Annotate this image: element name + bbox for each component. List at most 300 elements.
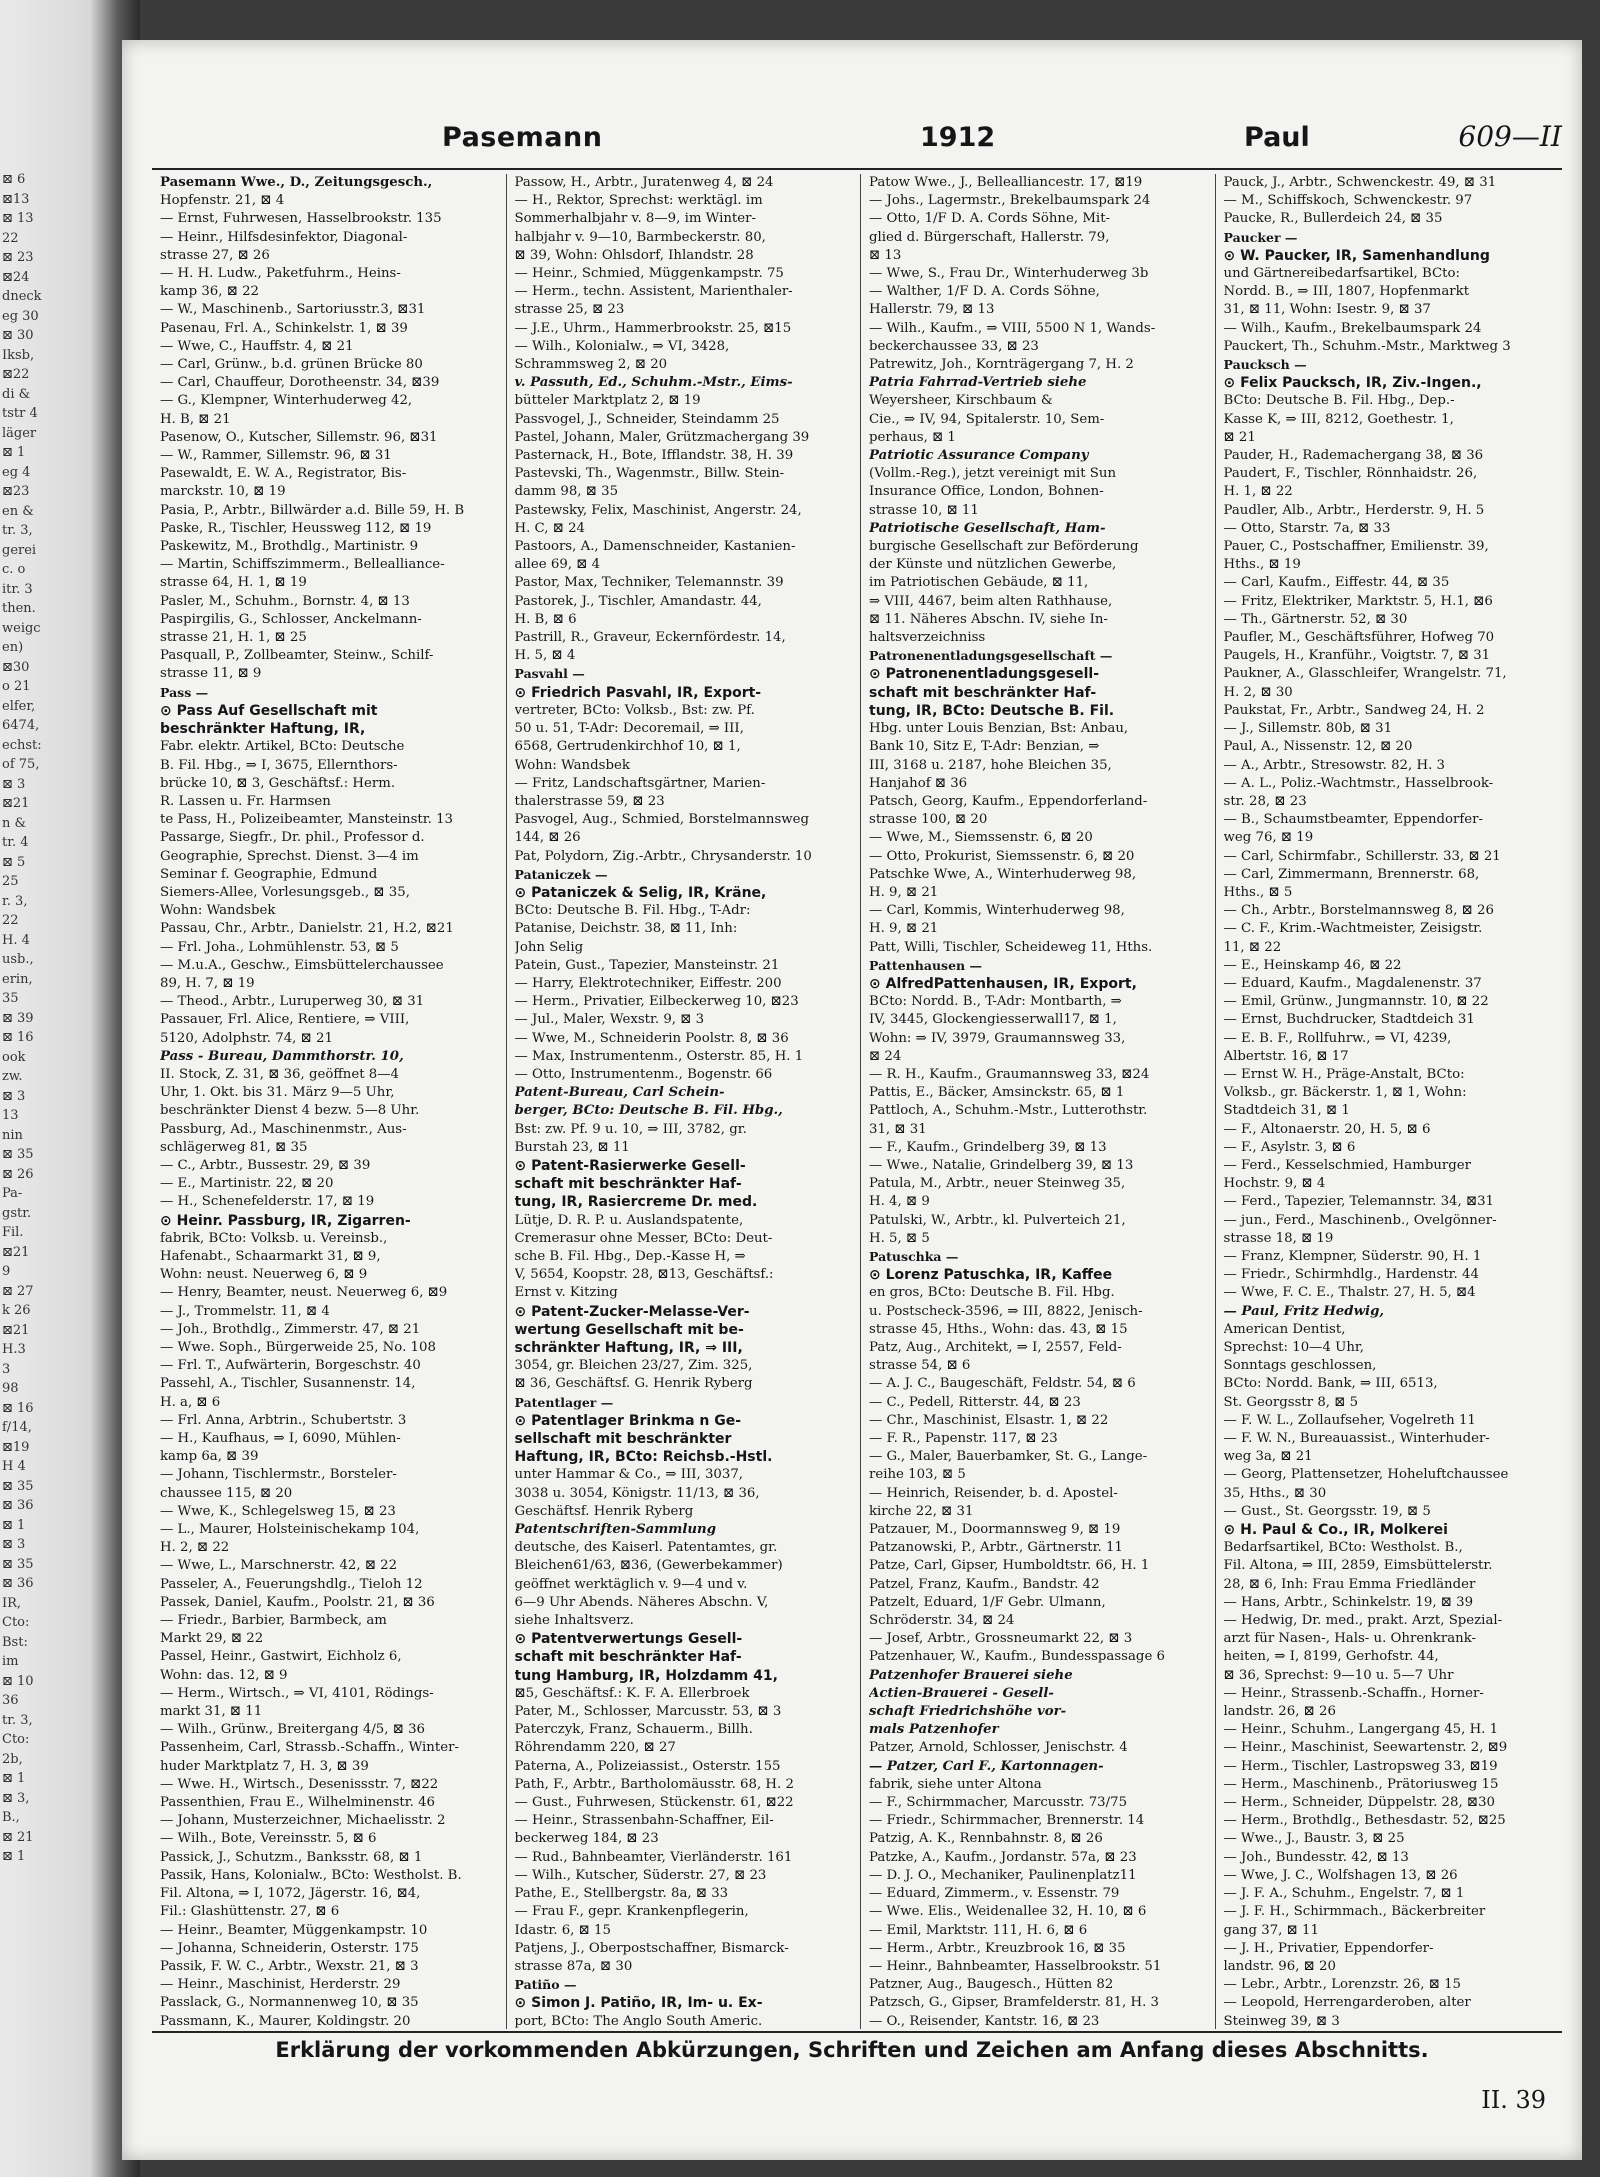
directory-entry: Patt, Willi, Tischler, Scheideweg 11, Hths. <box>869 939 1153 955</box>
directory-entry: gang 37, ⊠ 11 <box>1223 1922 1319 1938</box>
directory-entry: Hths., ⊠ 5 <box>1223 884 1293 900</box>
directory-entry: — Th., Gärtnerstr. 52, ⊠ 30 <box>1223 611 1408 627</box>
directory-entry: ⊙ Simon J. Patiño, IR, Im- u. Ex- <box>514 1995 763 2012</box>
edge-fragment: 9 <box>2 1264 11 1279</box>
directory-entry: — Gust., Fuhrwesen, Stückenstr. 61, ⊠22 <box>514 1795 794 1811</box>
directory-entry: — Johann, Musterzeichner, Michaelisstr. 2 <box>160 1813 446 1829</box>
directory-entry: deutsche, des Kaiserl. Patentamtes, gr. <box>514 1540 778 1556</box>
directory-entry: ⊙ Lorenz Patuschka, IR, Kaffee <box>869 1267 1113 1284</box>
directory-entry: — Heinr., Hilfsdesinfektor, Diagonal- <box>160 229 408 245</box>
directory-entry: — Hedwig, Dr. med., prakt. Arzt, Spezial- <box>1223 1613 1503 1629</box>
directory-entry: schränkter Haftung, IR, ⇒ III, <box>514 1340 743 1356</box>
directory-entry: thalerstrasse 59, ⊠ 23 <box>514 793 665 809</box>
directory-entry: Passmann, K., Maurer, Koldingstr. 20 <box>160 2013 411 2029</box>
directory-entry: Fabr. elektr. Artikel, BCto: Deutsche <box>160 739 405 755</box>
directory-entry: Haftung, IR, BCto: Reichsb.-Hstl. <box>514 1449 773 1466</box>
directory-entry: reihe 103, ⊠ 5 <box>869 1467 966 1483</box>
directory-entry: ⊠ 13 <box>869 247 902 263</box>
edge-fragment: H.3 <box>2 1342 26 1357</box>
directory-entry: — J., Trommelstr. 11, ⊠ 4 <box>160 1303 330 1319</box>
directory-entry: strasse 18, ⊠ 19 <box>1223 1230 1334 1246</box>
directory-entry: Pattenhausen — <box>869 957 982 973</box>
directory-entry: 28, ⊠ 6, Inh: Frau Emma Friedländer <box>1223 1576 1476 1592</box>
directory-entry: H. 9, ⊠ 21 <box>869 921 939 937</box>
abbreviation-note: Erklärung der vorkommenden Abkürzungen, Schriften und Zeichen am Anfang dieses Abschnitts. <box>275 2038 1429 2062</box>
directory-entry: Hochstr. 9, ⊠ 4 <box>1223 1176 1326 1192</box>
edge-fragment: ⊠ 39 <box>2 1010 34 1026</box>
directory-entry: ⊙ Friedrich Pasvahl, IR, Export- <box>514 684 762 701</box>
directory-entry: — Wilh., Kolonialw., ⇒ VI, 3428, <box>514 338 730 354</box>
directory-entry: Paugels, H., Kranführ., Voigtstr. 7, ⊠ 31 <box>1223 648 1491 664</box>
directory-entry: halbjahr v. 9—10, Barmbeckerstr. 80, <box>514 229 766 245</box>
directory-entry: Passel, Heinr., Gastwirt, Eichholz 6, <box>160 1649 402 1665</box>
directory-entry: — M., Schiffskoch, Schwenckestr. 97 <box>1223 193 1473 209</box>
directory-entry: — Wwe., Natalie, Grindelberg 39, ⊠ 13 <box>869 1157 1134 1173</box>
edge-fragment: ⊠ 1 <box>2 1771 26 1786</box>
edge-fragment: en & <box>2 503 34 519</box>
directory-entry: strasse 11, ⊠ 9 <box>160 666 262 682</box>
directory-entry: Passenheim, Carl, Strassb.-Schaffn., Winter- <box>160 1740 459 1756</box>
directory-entry: Wohn: das. 12, ⊠ 9 <box>160 1667 288 1683</box>
directory-entry: Patschke Wwe, A., Winterhuderweg 98, <box>869 866 1137 882</box>
directory-entry: strasse 21, H. 1, ⊠ 25 <box>160 630 307 646</box>
directory-entry: — C. F., Krim.-Wachtmeister, Zeisigstr. <box>1223 921 1483 937</box>
edge-fragment: 2b, <box>2 1751 23 1767</box>
directory-entry: berger, BCto: Deutsche B. Fil. Hbg., <box>514 1103 783 1119</box>
edge-fragment: ⊠ 1 <box>2 1517 26 1533</box>
edge-fragment: läger <box>2 425 37 441</box>
directory-entry: Geschäftsf. Henrik Ryberg <box>514 1503 694 1519</box>
directory-entry: — Wwe, F. C. E., Thalstr. 27, H. 5, ⊠4 <box>1223 1285 1476 1301</box>
directory-entry: St. Georgsstr 8, ⊠ 5 <box>1223 1394 1359 1410</box>
directory-entry: — Fritz, Landschaftsgärtner, Marien- <box>514 775 766 791</box>
directory-entry: und Gärtnereibedarfsartikel, BCto: <box>1223 266 1460 282</box>
directory-entry: Pastel, Johann, Maler, Grützmachergang 39 <box>514 429 810 445</box>
directory-entry: — Friedr., Barbier, Barmbeck, am <box>160 1613 387 1629</box>
directory-entry: Passik, Hans, Kolonialw., BCto: Westholst. B. <box>160 1867 462 1883</box>
directory-entry: — F., Schirmmacher, Marcusstr. 73/75 <box>869 1795 1128 1811</box>
directory-entry: — Paul, Fritz Hedwig, <box>1223 1303 1384 1319</box>
directory-entry: — Harry, Elektrotechniker, Eiffestr. 200 <box>514 975 782 991</box>
directory-entry: Wohn: Wandsbek <box>160 903 276 919</box>
directory-entry: — Frl. Anna, Arbtrin., Schubertstr. 3 <box>160 1412 407 1428</box>
directory-entry: H. 2, ⊠ 30 <box>1223 684 1293 700</box>
directory-entry: — Herm., Tischler, Lastropsweg 33, ⊠19 <box>1223 1758 1498 1774</box>
sheet-number: II. 39 <box>1481 2086 1546 2114</box>
directory-entry: beschränkter Dienst 4 bezw. 5—8 Uhr. <box>160 1103 420 1119</box>
directory-entry: Ernst v. Kitzing <box>514 1285 618 1301</box>
directory-entry: — Carl, Kommis, Winterhuderweg 98, <box>869 903 1125 919</box>
directory-entry: — Wilh., Kutscher, Süderstr. 27, ⊠ 23 <box>514 1867 767 1883</box>
footer-rule <box>152 2031 1562 2033</box>
directory-entry: American Dentist, <box>1223 1321 1346 1337</box>
directory-entry: — Ferd., Kesselschmied, Hamburger <box>1223 1157 1471 1173</box>
directory-entry: tung, IR, BCto: Deutsche B. Fil. <box>869 702 1115 719</box>
directory-entry: Pastrill, R., Graveur, Eckernfördestr. 14, <box>514 630 786 646</box>
directory-entry: — L., Maurer, Holsteinischekamp 104, <box>160 1522 420 1538</box>
directory-entry: Röhrendamm 220, ⊠ 27 <box>514 1740 676 1756</box>
directory-entry: III, 3168 u. 2187, hohe Bleichen 35, <box>869 757 1112 773</box>
directory-entry: Patanise, Deichstr. 38, ⊠ 11, Inh: <box>514 921 738 937</box>
edge-fragment: nin <box>2 1127 23 1143</box>
directory-entry: Pataniczek — <box>514 866 608 882</box>
edge-fragment: gerei <box>2 542 37 558</box>
edge-fragment: ⊠21 <box>2 796 30 811</box>
edge-fragment: ⊠ 16 <box>2 1030 34 1045</box>
edge-fragment: ⊠23 <box>2 484 30 499</box>
directory-entry: arzt für Nasen-, Hals- u. Ohrenkrank- <box>1223 1631 1477 1647</box>
directory-entry: ⊙ Patentverwertungs Gesell- <box>514 1631 743 1648</box>
directory-entry: — Heinr., Schmied, Müggenkampstr. 75 <box>514 266 784 282</box>
edge-fragment: Iksb, <box>2 347 35 363</box>
column-1 <box>152 174 507 2029</box>
directory-entry: ⊠5, Geschäftsf.: K. F. A. Ellerbroek <box>514 1685 750 1701</box>
edge-fragment: n & <box>2 815 27 831</box>
directory-entry: Pastorek, J., Tischler, Amandastr. 44, <box>514 593 762 609</box>
directory-entry: — Otto, Instrumentenm., Bogenstr. 66 <box>514 1066 773 1082</box>
edge-fragment: o 21 <box>2 679 31 694</box>
directory-entry: — Otto, 1/F D. A. Cords Söhne, Mit- <box>869 211 1111 227</box>
directory-entry: tung Hamburg, IR, Holzdamm 41, <box>514 1667 778 1684</box>
edge-fragment: tstr 4 <box>2 406 38 421</box>
directory-entry: — H., Kaufhaus, ⇒ I, 6090, Mühlen- <box>160 1431 401 1447</box>
directory-entry: BCto: Deutsche B. Fil. Hbg., T-Adr: <box>514 903 751 919</box>
directory-entry: Paukner, A., Glasschleifer, Wrangelstr. 71, <box>1223 666 1507 682</box>
directory-entry: — Ferd., Tapezier, Telemannstr. 34, ⊠31 <box>1223 1194 1495 1210</box>
edge-fragment: r. 3, <box>2 893 28 909</box>
directory-entry: ⊙ W. Paucker, IR, Samenhandlung <box>1223 247 1490 264</box>
directory-entry: — Wilh., Kaufm., ⇒ VIII, 5500 N 1, Wands- <box>869 320 1156 336</box>
directory-entry: Patulski, W., Arbtr., kl. Pulverteich 21, <box>869 1212 1126 1228</box>
directory-entry: Patentlager — <box>514 1394 614 1410</box>
directory-entry: H. C, ⊠ 24 <box>514 520 585 536</box>
directory-entry: — Franz, Klempner, Süderstr. 90, H. 1 <box>1223 1248 1482 1264</box>
edge-fragment: ⊠ 3, <box>2 1790 30 1806</box>
column-2 <box>507 174 862 2029</box>
directory-entry: — Wwe. Elis., Weidenallee 32, H. 10, ⊠ 6 <box>869 1904 1147 1920</box>
directory-entry: Path, F., Arbtr., Bartholomäusstr. 68, H. 2 <box>514 1776 794 1792</box>
directory-entry: — Rud., Bahnbeamter, Vierländerstr. 161 <box>514 1849 793 1865</box>
directory-entry: weg 3a, ⊠ 21 <box>1223 1449 1313 1465</box>
directory-entry: Sprechst: 10—4 Uhr, <box>1223 1340 1365 1355</box>
directory-entry: — Georg, Plattensetzer, Hoheluftchaussee <box>1223 1467 1509 1483</box>
directory-entry: Pass - Bureau, Dammthorstr. 10, <box>160 1048 404 1064</box>
directory-entry: IV, 3445, Glockengiesserwall17, ⊠ 1, <box>869 1012 1117 1028</box>
directory-entry: B. Fil. Hbg., ⇒ I, 3675, Ellernthors- <box>160 757 398 773</box>
directory-entry: Bedarfsartikel, BCto: Westholst. B., <box>1223 1540 1463 1556</box>
directory-entry: haltsverzeichniss <box>869 630 986 646</box>
directory-entry: Cie., ⇒ IV, 94, Spitalerstr. 10, Sem- <box>869 411 1105 427</box>
directory-entry: — Herm., Maschinenb., Prätoriusweg 15 <box>1223 1776 1499 1792</box>
directory-entry: v. Passuth, Ed., Schuhm.-Mstr., Eims- <box>514 375 793 391</box>
directory-entry: — Lebr., Arbtr., Lorenzstr. 26, ⊠ 15 <box>1223 1977 1462 1993</box>
directory-entry: — Fritz, Elektriker, Marktstr. 5, H.1, ⊠6 <box>1223 593 1493 609</box>
directory-entry: sche B. Fil. Hbg., Dep.-Kasse H, ⇒ <box>514 1248 746 1264</box>
directory-entry: fabrik, BCto: Volksb. u. Vereinsb., <box>160 1230 388 1246</box>
directory-entry: vertreter, BCto: Volksb., Bst: zw. Pf. <box>514 702 755 718</box>
directory-entry: (Vollm.-Reg.), jetzt vereinigt mit Sun <box>869 466 1117 482</box>
directory-entry: Fil. Altona, ⇒ III, 2859, Eimsbüttelerstr. <box>1223 1558 1493 1574</box>
header-page-number: 609—II <box>1458 120 1562 153</box>
directory-entry: — R. H., Kaufm., Graumannsweg 33, ⊠24 <box>869 1066 1150 1082</box>
directory-entry: ⊙ Patent-Zucker-Melasse-Ver- <box>514 1303 750 1320</box>
directory-entry: Markt 29, ⊠ 22 <box>160 1631 264 1647</box>
directory-entry: — Frl. Joha., Lohmühlenstr. 53, ⊠ 5 <box>160 939 399 955</box>
directory-entry: Passenthien, Frau E., Wilhelminenstr. 46 <box>160 1795 436 1811</box>
directory-entry: — C., Pedell, Ritterstr. 44, ⊠ 23 <box>869 1394 1081 1410</box>
directory-entry: — Frl. T., Aufwärterin, Borgeschstr. 40 <box>160 1358 421 1374</box>
previous-page-edge-text <box>2 170 42 2070</box>
directory-entry: — Gust., St. Georgsstr. 19, ⊠ 5 <box>1223 1503 1431 1519</box>
directory-entry: Pauckert, Th., Schuhm.-Mstr., Marktweg 3 <box>1223 338 1511 354</box>
directory-entry: — Otto, Prokurist, Siemssenstr. 6, ⊠ 20 <box>869 848 1135 864</box>
directory-entry: — Carl, Zimmermann, Brennerstr. 68, <box>1223 866 1480 882</box>
directory-entry: Paucke, R., Bullerdeich 24, ⊠ 35 <box>1223 211 1443 227</box>
directory-entry: 144, ⊠ 26 <box>514 830 581 846</box>
directory-entry: — Eduard, Kaufm., Magdalenenstr. 37 <box>1223 975 1482 991</box>
directory-entry: Pasenau, Frl. A., Schinkelstr. 1, ⊠ 39 <box>160 320 408 336</box>
directory-entry: u. Postscheck-3596, ⇒ III, 8822, Jenisch- <box>869 1303 1143 1319</box>
directory-entry: Hanjahof ⊠ 36 <box>869 775 968 791</box>
header-first-name: Pasemann <box>442 122 603 153</box>
edge-fragment: 25 <box>2 874 19 889</box>
directory-entry: — Carl, Schirmfabr., Schillerstr. 33, ⊠ 21 <box>1223 848 1501 864</box>
directory-entry: der Künste und nützlichen Gewerbe, <box>869 557 1117 573</box>
directory-entry: Patein, Gust., Tapezier, Mansteinstr. 21 <box>514 957 780 973</box>
directory-entry: — Hans, Arbtr., Schinkelstr. 19, ⊠ 39 <box>1223 1594 1474 1610</box>
directory-entry: 6—9 Uhr Abends. Näheres Abschn. V, <box>514 1594 769 1610</box>
directory-entry: — F. W. L., Zollaufseher, Vogelreth 11 <box>1223 1412 1476 1428</box>
directory-entry: R. Lassen u. Fr. Harmsen <box>160 793 331 809</box>
directory-entry: — Heinr., Bahnbeamter, Hasselbrookstr. 51 <box>869 1958 1162 1974</box>
directory-entry: H. B, ⊠ 21 <box>160 411 231 427</box>
directory-entry: Siemers-Allee, Vorlesungsgeb., ⊠ 35, <box>160 884 410 900</box>
directory-entry: — Ernst W. H., Präge-Anstalt, BCto: <box>1223 1066 1465 1082</box>
directory-entry: tung, IR, Rasiercreme Dr. med. <box>514 1194 758 1211</box>
directory-entry: strasse 64, H. 1, ⊠ 19 <box>160 575 307 591</box>
directory-entry: Paterna, A., Polizeiassist., Osterstr. 155 <box>514 1758 781 1774</box>
directory-entry: Cremerasur ohne Messer, BCto: Deut- <box>514 1230 773 1246</box>
directory-entry: strasse 25, ⊠ 23 <box>514 302 625 318</box>
directory-entry: Burstah 23, ⊠ 11 <box>514 1139 630 1155</box>
directory-entry: Bleichen61/63, ⊠36, (Gewerbekammer) <box>514 1558 783 1574</box>
directory-entry: glied d. Bürgerschaft, Hallerstr. 79, <box>869 229 1110 245</box>
directory-entry: schlägerweg 81, ⊠ 35 <box>160 1139 308 1155</box>
directory-entry: wertung Gesellschaft mit be- <box>514 1321 744 1338</box>
directory-entry: — J. F. A., Schuhm., Engelstr. 7, ⊠ 1 <box>1223 1886 1465 1902</box>
edge-fragment: 22 <box>2 230 19 246</box>
directory-entry: Passvogel, J., Schneider, Steindamm 25 <box>514 411 780 427</box>
edge-fragment: tr. 4 <box>2 835 29 850</box>
directory-entry: Patuschka — <box>869 1248 959 1264</box>
directory-entry: Geographie, Sprechst. Dienst. 3—4 im <box>160 848 419 864</box>
directory-entry: Seminar f. Geographie, Edmund <box>160 866 378 882</box>
directory-entry: ⊙ AlfredPattenhausen, IR, Export, <box>869 975 1137 992</box>
directory-entry: 6568, Gertrudenkirchhof 10, ⊠ 1, <box>514 739 741 755</box>
edge-fragment: ⊠ 6 <box>2 172 26 187</box>
directory-entry: Patent-Bureau, Carl Schein- <box>514 1085 725 1101</box>
directory-entry: — Wilh., Grünw., Breitergang 4/5, ⊠ 36 <box>160 1722 425 1738</box>
directory-entry: landstr. 96, ⊠ 20 <box>1223 1958 1336 1974</box>
directory-entry: Fil. Altona, ⇒ I, 1072, Jägerstr. 16, ⊠4, <box>160 1886 421 1902</box>
directory-entry: perhaus, ⊠ 1 <box>869 429 956 445</box>
edge-fragment: elfer, <box>2 698 36 714</box>
directory-entry: — A. J. C., Baugeschäft, Feldstr. 54, ⊠ 6 <box>869 1376 1136 1392</box>
directory-entry: — Herm., techn. Assistent, Marienthaler- <box>514 284 793 300</box>
edge-fragment: im <box>2 1654 19 1669</box>
directory-entry: ⊠ 21 <box>1223 429 1256 445</box>
directory-entry: ⊠ 11. Näheres Abschn. IV, siehe In- <box>869 611 1108 627</box>
directory-entry: strasse 27, ⊠ 26 <box>160 247 270 263</box>
edge-fragment: itr. 3 <box>2 581 33 597</box>
directory-entry: — Heinr., Strassenb.-Schaffn., Horner- <box>1223 1685 1484 1701</box>
header-year: 1912 <box>920 122 996 153</box>
edge-fragment: eg 4 <box>2 464 31 480</box>
directory-entry: en gros, BCto: Deutsche B. Fil. Hbg. <box>869 1285 1115 1301</box>
directory-entry: burgische Gesellschaft zur Beförderung <box>869 539 1139 555</box>
directory-entry: mals Patzenhofer <box>869 1722 999 1738</box>
directory-entry: — Emil, Marktstr. 111, H. 6, ⊠ 6 <box>869 1922 1088 1938</box>
directory-entry: BCto: Deutsche B. Fil. Hbg., Dep.- <box>1223 393 1455 409</box>
edge-fragment: B., <box>2 1810 20 1825</box>
directory-entry: Patzke, A., Kaufm., Jordanstr. 57a, ⊠ 23 <box>869 1849 1137 1865</box>
directory-entry: — F., Kaufm., Grindelberg 39, ⊠ 13 <box>869 1139 1107 1155</box>
directory-entry: — A., Arbtr., Stresowstr. 82, H. 3 <box>1223 757 1445 773</box>
directory-entry: kirche 22, ⊠ 31 <box>869 1503 974 1519</box>
directory-entry: Uhr, 1. Okt. bis 31. März 9—5 Uhr, <box>160 1085 395 1101</box>
header-rule <box>152 168 1562 170</box>
directory-entry: — Friedr., Schirmmacher, Brennerstr. 14 <box>869 1813 1145 1829</box>
directory-entry: Passauer, Frl. Alice, Rentiere, ⇒ VIII, <box>160 1012 410 1028</box>
running-header <box>152 118 1562 162</box>
directory-entry: marckstr. 10, ⊠ 19 <box>160 484 286 500</box>
directory-entry: schaft Friedrichshöhe vor- <box>869 1704 1067 1720</box>
directory-entry: — O., Reisender, Kantstr. 16, ⊠ 23 <box>869 2013 1100 2029</box>
directory-entry: heiten, ⇒ I, 8199, Gerhofstr. 44, <box>1223 1649 1439 1665</box>
directory-entry: unter Hammar & Co., ⇒ III, 3037, <box>514 1467 744 1483</box>
directory-entry: Paspirgilis, G., Schlosser, Anckelmann- <box>160 611 422 627</box>
directory-entry: — F., Asylstr. 3, ⊠ 6 <box>1223 1139 1356 1155</box>
header-last-name: Paul <box>1244 122 1310 153</box>
directory-entry: — Wilh., Bote, Vereinsstr. 5, ⊠ 6 <box>160 1831 377 1847</box>
edge-fragment: usb., <box>2 952 34 967</box>
directory-entry: — Martin, Schiffszimmerm., Bellealliance- <box>160 557 445 573</box>
directory-entry: H. 5, ⊠ 5 <box>869 1230 930 1246</box>
directory-entry: — Otto, Starstr. 7a, ⊠ 33 <box>1223 520 1391 536</box>
directory-entry: Weyersheer, Kirschbaum & <box>869 393 1053 409</box>
directory-entry: — Joh., Brothdlg., Zimmerstr. 47, ⊠ 21 <box>160 1321 421 1337</box>
edge-fragment: ⊠22 <box>2 367 30 382</box>
directory-entry: — H., Rektor, Sprechst: werktägl. im <box>514 193 763 209</box>
directory-entry: II. Stock, Z. 31, ⊠ 36, geöffnet 8—4 <box>160 1066 399 1082</box>
directory-entry: Pasvahl — <box>514 666 585 682</box>
directory-entry: — J. F. H., Schirmmach., Bäckerbreiter <box>1223 1904 1486 1920</box>
directory-entry: — Wwe, M., Schneiderin Poolstr. 8, ⊠ 36 <box>514 1030 789 1046</box>
edge-fragment: dneck <box>2 289 42 304</box>
directory-entry: — Heinr., Beamter, Müggenkampstr. 10 <box>160 1922 428 1938</box>
directory-entry: weg 76, ⊠ 19 <box>1223 830 1314 846</box>
directory-entry: — J.E., Uhrm., Hammerbrookstr. 25, ⊠15 <box>514 320 792 336</box>
edge-fragment: ⊠ 23 <box>2 250 34 265</box>
directory-entry: Paterczyk, Franz, Schauerm., Billh. <box>514 1722 753 1738</box>
directory-entry: fabrik, siehe unter Altona <box>869 1776 1042 1792</box>
directory-entry: 31, ⊠ 11, Wohn: Isestr. 9, ⊠ 37 <box>1223 302 1431 318</box>
edge-fragment: 22 <box>2 913 19 928</box>
directory-entry: — jun., Ferd., Maschinenb., Ovelgönner- <box>1223 1212 1497 1228</box>
directory-entry: — Wwe., J., Baustr. 3, ⊠ 25 <box>1223 1831 1405 1847</box>
directory-entry: — Heinr., Maschinist, Seewartenstr. 2, ⊠9 <box>1223 1740 1508 1756</box>
directory-entry: Paskewitz, M., Brothdlg., Martinistr. 9 <box>160 539 419 555</box>
directory-entry: — Wwe. H., Wirtsch., Desenissstr. 7, ⊠22 <box>160 1776 439 1792</box>
directory-entry: Paudler, Alb., Arbtr., Herderstr. 9, H. 5 <box>1223 502 1485 518</box>
directory-entry: Pauer, C., Postschaffner, Emilienstr. 39, <box>1223 539 1489 555</box>
directory-entry: Patzenhauer, W., Kaufm., Bundesspassage 6 <box>869 1649 1165 1665</box>
column-4 <box>1216 174 1571 2029</box>
directory-entry: Bst: zw. Pf. 9 u. 10, ⇒ III, 3782, gr. <box>514 1121 747 1137</box>
directory-entry: kamp 36, ⊠ 22 <box>160 284 259 300</box>
directory-entry: — Herm., Schneider, Düppelstr. 28, ⊠30 <box>1223 1795 1495 1811</box>
directory-entry: — Herm., Arbtr., Kreuzbrook 16, ⊠ 35 <box>869 1940 1126 1956</box>
directory-entry: Paucksch — <box>1223 357 1307 373</box>
directory-page <box>122 40 1582 2160</box>
directory-entry: ⊙ Pass Auf Gesellschaft mit <box>160 702 378 719</box>
directory-entry: Wohn: ⇒ IV, 3979, Graumannsweg 33, <box>869 1030 1126 1046</box>
entry-columns <box>152 174 1570 2029</box>
directory-entry: Patzauer, M., Doormannsweg 9, ⊠ 19 <box>869 1522 1121 1538</box>
directory-entry: Schröderstr. 34, ⊠ 24 <box>869 1613 1015 1629</box>
edge-fragment: k 26 <box>2 1303 31 1318</box>
directory-entry: str. 28, ⊠ 23 <box>1223 793 1307 809</box>
directory-entry: — W., Maschinenb., Sartoriusstr.3, ⊠31 <box>160 302 426 318</box>
edge-fragment: 13 <box>2 1108 19 1123</box>
directory-entry: — Frau F., gepr. Krankenpflegerin, <box>514 1904 749 1920</box>
directory-entry: Pasquall, P., Zollbeamter, Steinw., Schilf- <box>160 648 434 664</box>
directory-entry: H. 9, ⊠ 21 <box>869 884 939 900</box>
directory-entry: — Wwe. Soph., Bürgerweide 25, No. 108 <box>160 1340 436 1355</box>
edge-fragment: H. 4 <box>2 932 30 948</box>
directory-entry: Pastevski, Th., Wagenmstr., Billw. Stein- <box>514 466 785 482</box>
directory-entry: Passlack, G., Normannenweg 10, ⊠ 35 <box>160 1995 419 2011</box>
directory-entry: Passik, F. W. C., Arbtr., Wexstr. 21, ⊠ 3 <box>160 1958 419 1974</box>
directory-entry: strasse 45, Hths., Wohn: das. 43, ⊠ 15 <box>869 1321 1128 1337</box>
directory-entry: Pasvogel, Aug., Schmied, Borstelmannsweg <box>514 812 810 828</box>
directory-entry: ⊙ Patronenentladungsgesell- <box>869 666 1100 683</box>
edge-fragment: ⊠ 10 <box>2 1673 34 1689</box>
edge-fragment: ⊠21 <box>2 1322 30 1338</box>
directory-entry: — Eduard, Zimmerm., v. Essenstr. 79 <box>869 1886 1120 1902</box>
directory-entry: — Friedr., Schirmhdlg., Hardenstr. 44 <box>1223 1267 1479 1283</box>
directory-entry: geöffnet werktäglich v. 9—4 und v. <box>514 1576 748 1592</box>
directory-entry: Patentschriften-Sammlung <box>514 1522 717 1538</box>
edge-fragment: ⊠24 <box>2 269 30 285</box>
directory-entry: — F. W. N., Bureauassist., Winterhuder- <box>1223 1431 1490 1447</box>
edge-fragment: ⊠ 35 <box>2 1478 34 1494</box>
directory-entry: Patrewitz, Joh., Kornträgergang 7, H. 2 <box>869 357 1134 373</box>
directory-entry: Paufler, M., Geschäftsführer, Hofweg 70 <box>1223 630 1495 646</box>
directory-entry: — G., Maler, Bauerbamker, St. G., Lange- <box>869 1449 1148 1465</box>
directory-entry: Pasewaldt, E. W. A., Registrator, Bis- <box>160 466 407 482</box>
edge-fragment: f/14, <box>2 1420 32 1435</box>
directory-entry: — G., Klempner, Winterhuderweg 42, <box>160 393 413 409</box>
edge-fragment: ⊠ 16 <box>2 1400 34 1416</box>
directory-entry: — A. L., Poliz.-Wachtmstr., Hasselbrook- <box>1223 775 1494 791</box>
edge-fragment: ⊠21 <box>2 1244 30 1260</box>
directory-entry: Pauder, H., Rademachergang 38, ⊠ 36 <box>1223 448 1484 464</box>
directory-entry: ⊠ 39, Wohn: Ohlsdorf, Ihlandstr. 28 <box>514 247 754 263</box>
edge-fragment: of 75, <box>2 757 40 772</box>
directory-entry: BCto: Nordd. Bank, ⇒ III, 6513, <box>1223 1376 1438 1392</box>
directory-entry: Passarge, Siegfr., Dr. phil., Professor d. <box>160 830 425 846</box>
